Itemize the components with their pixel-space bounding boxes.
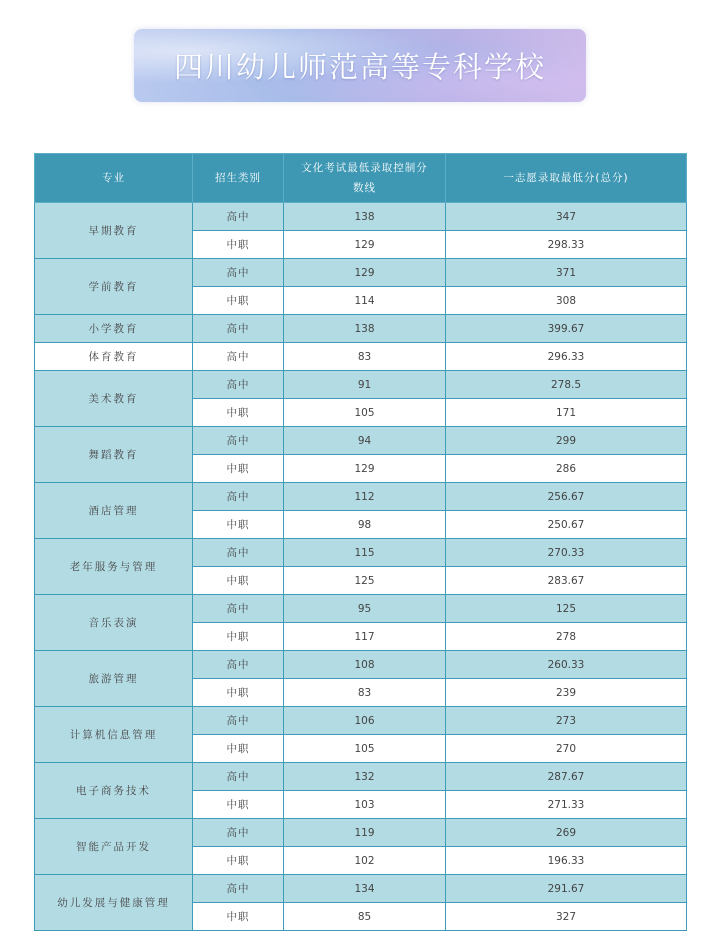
major-cell: 智能产品开发 (35, 819, 193, 875)
min-control-score-cell: 129 (284, 231, 446, 259)
first-choice-min-score-cell: 196.33 (446, 847, 687, 875)
category-cell: 高中 (193, 315, 284, 343)
first-choice-min-score-cell: 239 (446, 679, 687, 707)
major-cell: 小学教育 (35, 315, 193, 343)
table-row (35, 595, 687, 623)
table-row (35, 875, 687, 903)
table-row (35, 203, 687, 231)
category-cell: 中职 (193, 679, 284, 707)
category-cell: 中职 (193, 231, 284, 259)
first-choice-min-score-cell: 308 (446, 287, 687, 315)
category-cell: 高中 (193, 875, 284, 903)
category-cell: 中职 (193, 455, 284, 483)
category-cell: 高中 (193, 343, 284, 371)
min-control-score-cell: 106 (284, 707, 446, 735)
table-row (35, 763, 687, 791)
min-control-score-cell: 94 (284, 427, 446, 455)
category-cell: 高中 (193, 259, 284, 287)
min-control-score-cell: 105 (284, 399, 446, 427)
first-choice-min-score-cell: 347 (446, 203, 687, 231)
table-row (35, 819, 687, 847)
first-choice-min-score-cell: 371 (446, 259, 687, 287)
min-control-score-cell: 134 (284, 875, 446, 903)
min-control-score-cell: 115 (284, 539, 446, 567)
header-first-choice-min-score: 一志愿录取最低分(总分) (446, 154, 687, 203)
category-cell: 中职 (193, 791, 284, 819)
major-cell: 美术教育 (35, 371, 193, 427)
table-row (35, 427, 687, 455)
category-cell: 中职 (193, 511, 284, 539)
category-cell: 高中 (193, 819, 284, 847)
min-control-score-cell: 85 (284, 903, 446, 931)
min-control-score-cell: 114 (284, 287, 446, 315)
major-cell: 音乐表演 (35, 595, 193, 651)
first-choice-min-score-cell: 256.67 (446, 483, 687, 511)
category-cell: 高中 (193, 763, 284, 791)
header-major: 专业 (35, 154, 193, 203)
first-choice-min-score-cell: 278.5 (446, 371, 687, 399)
category-cell: 高中 (193, 539, 284, 567)
major-cell: 舞蹈教育 (35, 427, 193, 483)
first-choice-min-score-cell: 286 (446, 455, 687, 483)
major-cell: 电子商务技术 (35, 763, 193, 819)
first-choice-min-score-cell: 269 (446, 819, 687, 847)
major-cell: 学前教育 (35, 259, 193, 315)
min-control-score-cell: 129 (284, 259, 446, 287)
first-choice-min-score-cell: 399.67 (446, 315, 687, 343)
first-choice-min-score-cell: 287.67 (446, 763, 687, 791)
school-title: 四川幼儿师范高等专科学校 (173, 50, 546, 84)
first-choice-min-score-cell: 260.33 (446, 651, 687, 679)
first-choice-min-score-cell: 299 (446, 427, 687, 455)
table-row (35, 315, 687, 343)
min-control-score-cell: 95 (284, 595, 446, 623)
header-min-control-score: 文化考试最低录取控制分数线 (284, 154, 446, 203)
min-control-score-cell: 138 (284, 315, 446, 343)
category-cell: 高中 (193, 595, 284, 623)
min-control-score-cell: 83 (284, 343, 446, 371)
min-control-score-cell: 125 (284, 567, 446, 595)
category-cell: 高中 (193, 203, 284, 231)
min-control-score-cell: 112 (284, 483, 446, 511)
category-cell: 高中 (193, 483, 284, 511)
first-choice-min-score-cell: 291.67 (446, 875, 687, 903)
major-cell: 旅游管理 (35, 651, 193, 707)
first-choice-min-score-cell: 298.33 (446, 231, 687, 259)
min-control-score-cell: 105 (284, 735, 446, 763)
major-cell: 幼儿发展与健康管理 (35, 875, 193, 931)
min-control-score-cell: 138 (284, 203, 446, 231)
min-control-score-cell: 103 (284, 791, 446, 819)
first-choice-min-score-cell: 271.33 (446, 791, 687, 819)
category-cell: 中职 (193, 287, 284, 315)
table-header-row (35, 154, 687, 203)
admission-score-table (34, 153, 687, 931)
category-cell: 中职 (193, 903, 284, 931)
table-row (35, 707, 687, 735)
min-control-score-cell: 102 (284, 847, 446, 875)
category-cell: 高中 (193, 707, 284, 735)
min-control-score-cell: 83 (284, 679, 446, 707)
first-choice-min-score-cell: 171 (446, 399, 687, 427)
category-cell: 高中 (193, 651, 284, 679)
table-row (35, 259, 687, 287)
major-cell: 体育教育 (35, 343, 193, 371)
major-cell: 计算机信息管理 (35, 707, 193, 763)
major-cell: 早期教育 (35, 203, 193, 259)
table-body (35, 203, 687, 931)
min-control-score-cell: 117 (284, 623, 446, 651)
table-row (35, 651, 687, 679)
first-choice-min-score-cell: 270.33 (446, 539, 687, 567)
first-choice-min-score-cell: 327 (446, 903, 687, 931)
category-cell: 高中 (193, 371, 284, 399)
min-control-score-cell: 129 (284, 455, 446, 483)
first-choice-min-score-cell: 270 (446, 735, 687, 763)
first-choice-min-score-cell: 125 (446, 595, 687, 623)
min-control-score-cell: 98 (284, 511, 446, 539)
table-row (35, 483, 687, 511)
category-cell: 中职 (193, 567, 284, 595)
first-choice-min-score-cell: 278 (446, 623, 687, 651)
first-choice-min-score-cell: 250.67 (446, 511, 687, 539)
title-banner (134, 29, 586, 102)
min-control-score-cell: 91 (284, 371, 446, 399)
category-cell: 中职 (193, 735, 284, 763)
major-cell: 酒店管理 (35, 483, 193, 539)
category-cell: 中职 (193, 847, 284, 875)
first-choice-min-score-cell: 296.33 (446, 343, 687, 371)
major-cell: 老年服务与管理 (35, 539, 193, 595)
first-choice-min-score-cell: 283.67 (446, 567, 687, 595)
category-cell: 高中 (193, 427, 284, 455)
min-control-score-cell: 108 (284, 651, 446, 679)
category-cell: 中职 (193, 623, 284, 651)
first-choice-min-score-cell: 273 (446, 707, 687, 735)
table-row (35, 539, 687, 567)
table-row (35, 343, 687, 371)
min-control-score-cell: 119 (284, 819, 446, 847)
min-control-score-cell: 132 (284, 763, 446, 791)
category-cell: 中职 (193, 399, 284, 427)
table-row (35, 371, 687, 399)
header-category: 招生类别 (193, 154, 284, 203)
